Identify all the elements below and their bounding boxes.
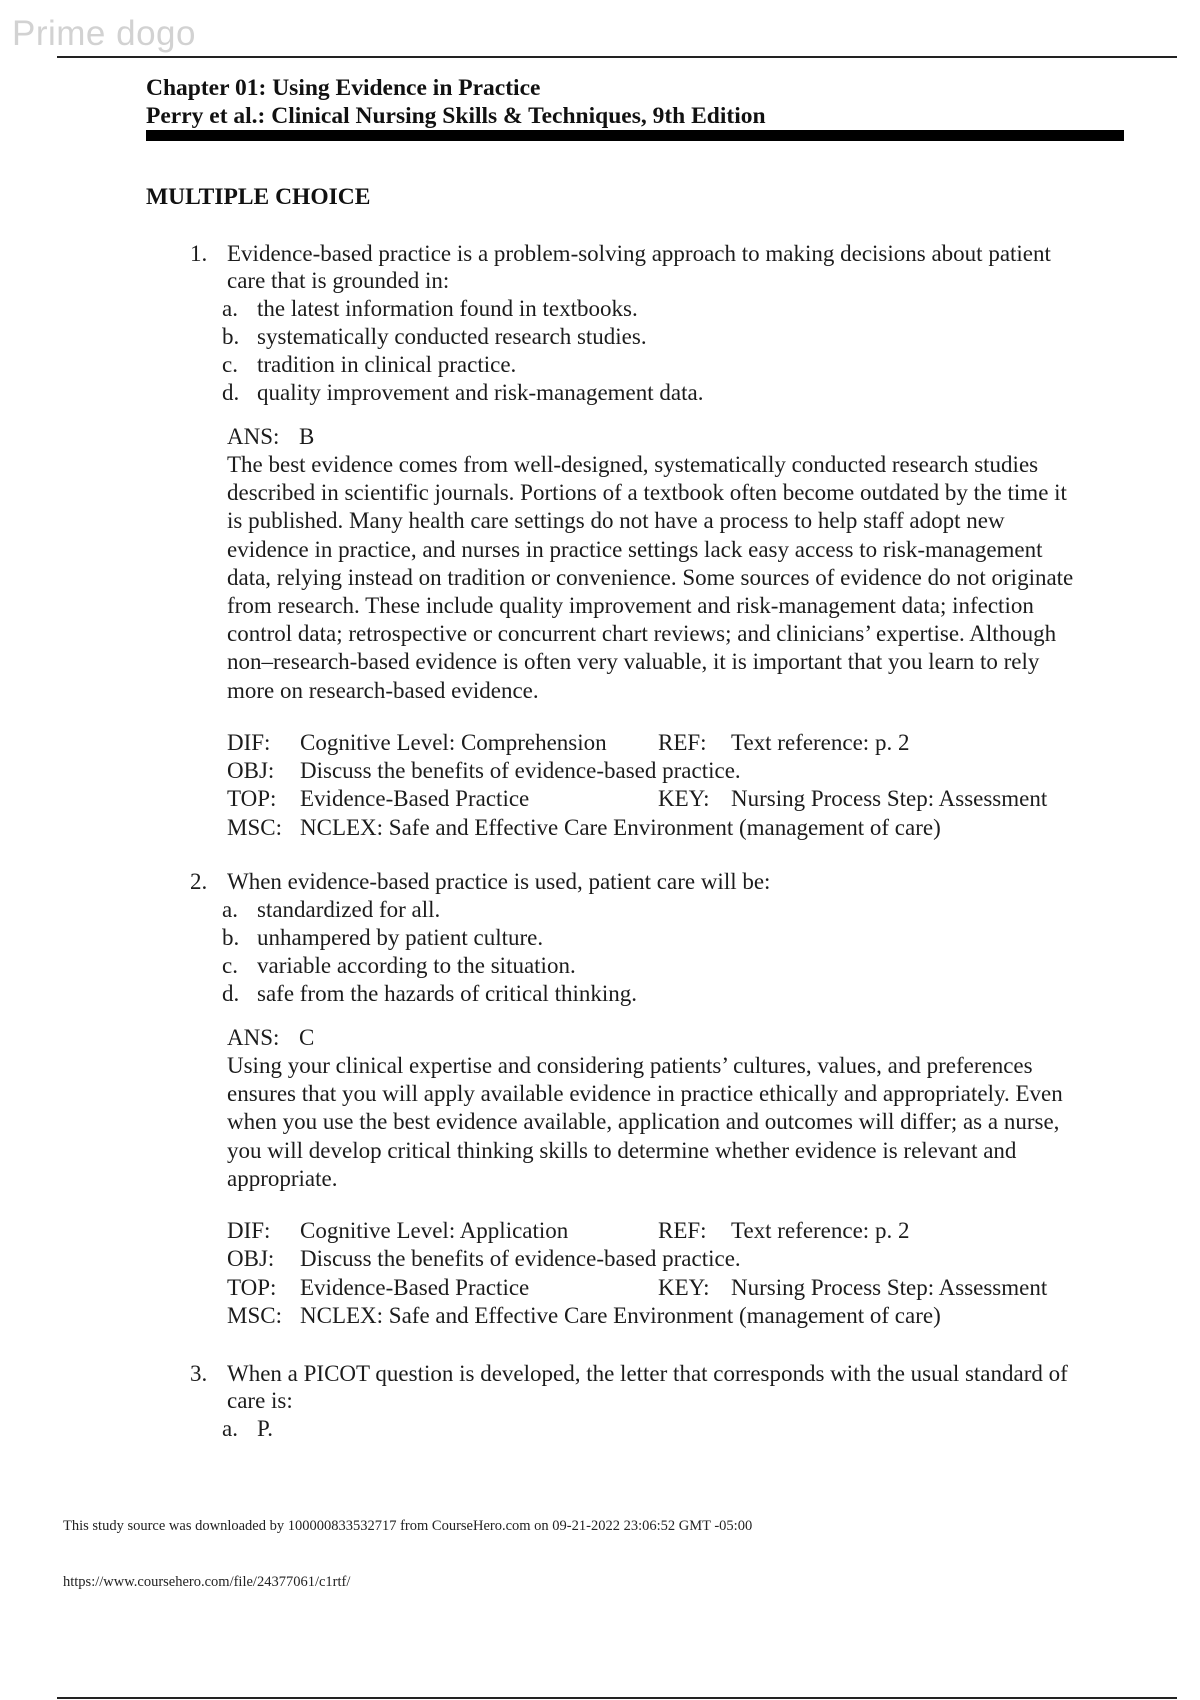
msc-value: NCLEX: Safe and Effective Care Environment (management of care) [300, 1302, 941, 1328]
answer-value: C [299, 1025, 315, 1050]
stem-line: When evidence-based practice is used, patient care will be: [227, 869, 771, 894]
meta-row-obj [227, 1245, 1130, 1273]
option-a [222, 1415, 1130, 1443]
key-value: Nursing Process Step: Assessment [731, 1274, 1048, 1300]
key-value: Nursing Process Step: Assessment [731, 786, 1048, 812]
meta-row-dif [227, 1217, 1130, 1245]
option-letter: a. [222, 1416, 238, 1441]
option-letter: b. [222, 324, 240, 349]
option-letter: a. [222, 897, 238, 922]
dif-value: Cognitive Level: Application [300, 1218, 569, 1244]
rationale [227, 451, 1130, 705]
option-c [222, 952, 1130, 980]
meta-row-top [227, 1274, 1130, 1302]
dif-label: DIF: [227, 729, 271, 755]
option-text: tradition in clinical practice. [257, 352, 517, 377]
answer-label: ANS: [227, 424, 280, 449]
option-b [222, 323, 1130, 351]
option-b [222, 924, 1130, 952]
option-letter: c. [222, 953, 238, 978]
question-metadata [227, 1217, 1130, 1330]
option-text: variable according to the situation. [257, 953, 576, 978]
obj-value: Discuss the benefits of evidence-based practice. [300, 1246, 741, 1272]
option-d [222, 379, 1130, 407]
rationale-line: non–research-based evidence is often very valuable, it is important that you learn to rely [227, 649, 1040, 675]
question-3 [190, 1360, 1130, 1443]
answer-value: B [299, 424, 315, 449]
msc-label: MSC: [227, 1302, 282, 1328]
dif-label: DIF: [227, 1218, 271, 1244]
option-letter: c. [222, 352, 238, 377]
question-2 [190, 868, 1130, 1330]
document-header [146, 74, 1124, 130]
dif-value: Cognitive Level: Comprehension [300, 729, 607, 755]
msc-label: MSC: [227, 814, 282, 840]
stem-line: care that is grounded in: [227, 268, 450, 293]
rationale-line: appropriate. [227, 1165, 338, 1191]
rationale-line: evidence in practice, and nurses in practice settings lack easy access to risk-management [227, 536, 1043, 562]
options-list [222, 896, 1130, 1008]
question-stem [190, 868, 1130, 895]
question-1 [190, 240, 1130, 842]
header-rule [146, 130, 1124, 141]
rationale-line: is published. Many health care settings do not have a process to help staff adopt new [227, 508, 1005, 534]
top-label: TOP: [227, 1274, 277, 1300]
rationale-line: you will develop critical thinking skills to determine whether evidence is relevant and [227, 1137, 1017, 1163]
question-number: 2. [190, 869, 208, 894]
option-letter: b. [222, 925, 240, 950]
book-title: Perry et al.: Clinical Nursing Skills & Techniques, 9th Edition [146, 103, 766, 129]
rationale-line: when you use the best evidence available, application and outcomes will differ; as a nurse, [227, 1109, 1060, 1135]
meta-row-msc [227, 814, 1130, 842]
rationale-line: Using your clinical expertise and considering patients’ cultures, values, and preferences [227, 1053, 1033, 1078]
rationale-line: The best evidence comes from well-designed, systematically conducted research studies [227, 452, 1039, 477]
download-notice: This study source was downloaded by 100000833532717 from CourseHero.com on 09-21-2022 23:06:52 GMT -05:00 [63, 1518, 753, 1534]
options-list [222, 1415, 1130, 1443]
source-url[interactable]: https://www.coursehero.com/file/24377061/c1rtf/ [63, 1574, 351, 1590]
top-divider [57, 56, 1177, 58]
ref-value: Text reference: p. 2 [731, 729, 910, 755]
question-stem [190, 240, 1130, 294]
option-letter: d. [222, 981, 240, 1006]
top-value: Evidence-Based Practice [300, 1274, 530, 1300]
stem-line: care is: [227, 1388, 293, 1413]
question-number: 1. [190, 241, 208, 266]
bottom-divider [57, 1697, 1177, 1699]
meta-row-top [227, 785, 1130, 813]
question-number: 3. [190, 1361, 208, 1386]
rationale [227, 1052, 1130, 1193]
answer [227, 1024, 1130, 1052]
option-text: safe from the hazards of critical thinking. [257, 981, 637, 1006]
meta-row-msc [227, 1302, 1130, 1330]
rationale-line: data, relying instead on tradition or convenience. Some sources of evidence do not originate [227, 564, 1074, 590]
key-label: KEY: [658, 786, 710, 812]
option-text: the latest information found in textbooks. [257, 296, 638, 321]
top-value: Evidence-Based Practice [300, 786, 530, 812]
top-label: TOP: [227, 786, 277, 812]
stem-line: When a PICOT question is developed, the letter that corresponds with the usual standard of [227, 1361, 1068, 1386]
rationale-line: from research. These include quality improvement and risk-management data; infection [227, 593, 1034, 619]
question-metadata [227, 729, 1130, 842]
option-d [222, 980, 1130, 1008]
ref-value: Text reference: p. 2 [731, 1218, 910, 1244]
stem-line: Evidence-based practice is a problem-solving approach to making decisions about patient [227, 241, 1051, 266]
option-text: unhampered by patient culture. [257, 925, 544, 950]
option-text: systematically conducted research studies. [257, 324, 647, 349]
meta-row-obj [227, 757, 1130, 785]
option-text: standardized for all. [257, 897, 441, 922]
option-a [222, 295, 1130, 323]
chapter-title: Chapter 01: Using Evidence in Practice [146, 75, 541, 101]
option-text: quality improvement and risk-management data. [257, 380, 704, 405]
rationale-line: described in scientific journals. Portions of a textbook often become outdated by the time it [227, 480, 1067, 506]
rationale-line: ensures that you will apply available evidence in practice ethically and appropriately. Even [227, 1081, 1063, 1107]
options-list [222, 295, 1130, 407]
ref-label: REF: [658, 729, 707, 755]
obj-label: OBJ: [227, 758, 275, 784]
section-title: MULTIPLE CHOICE [146, 184, 371, 210]
option-letter: a. [222, 296, 238, 321]
rationale-line: control data; retrospective or concurrent chart reviews; and clinicians’ expertise. Although [227, 621, 1057, 647]
obj-label: OBJ: [227, 1246, 275, 1272]
answer [227, 423, 1130, 451]
key-label: KEY: [658, 1274, 710, 1300]
msc-value: NCLEX: Safe and Effective Care Environment (management of care) [300, 814, 941, 840]
rationale-line: more on research-based evidence. [227, 677, 539, 703]
option-text: P. [257, 1416, 273, 1441]
ref-label: REF: [658, 1218, 707, 1244]
meta-row-dif [227, 729, 1130, 757]
question-stem [190, 1360, 1130, 1414]
option-c [222, 351, 1130, 379]
answer-label: ANS: [227, 1025, 280, 1050]
option-a [222, 896, 1130, 924]
option-letter: d. [222, 380, 240, 405]
obj-value: Discuss the benefits of evidence-based practice. [300, 758, 741, 784]
watermark: Prime dogo [12, 14, 196, 53]
